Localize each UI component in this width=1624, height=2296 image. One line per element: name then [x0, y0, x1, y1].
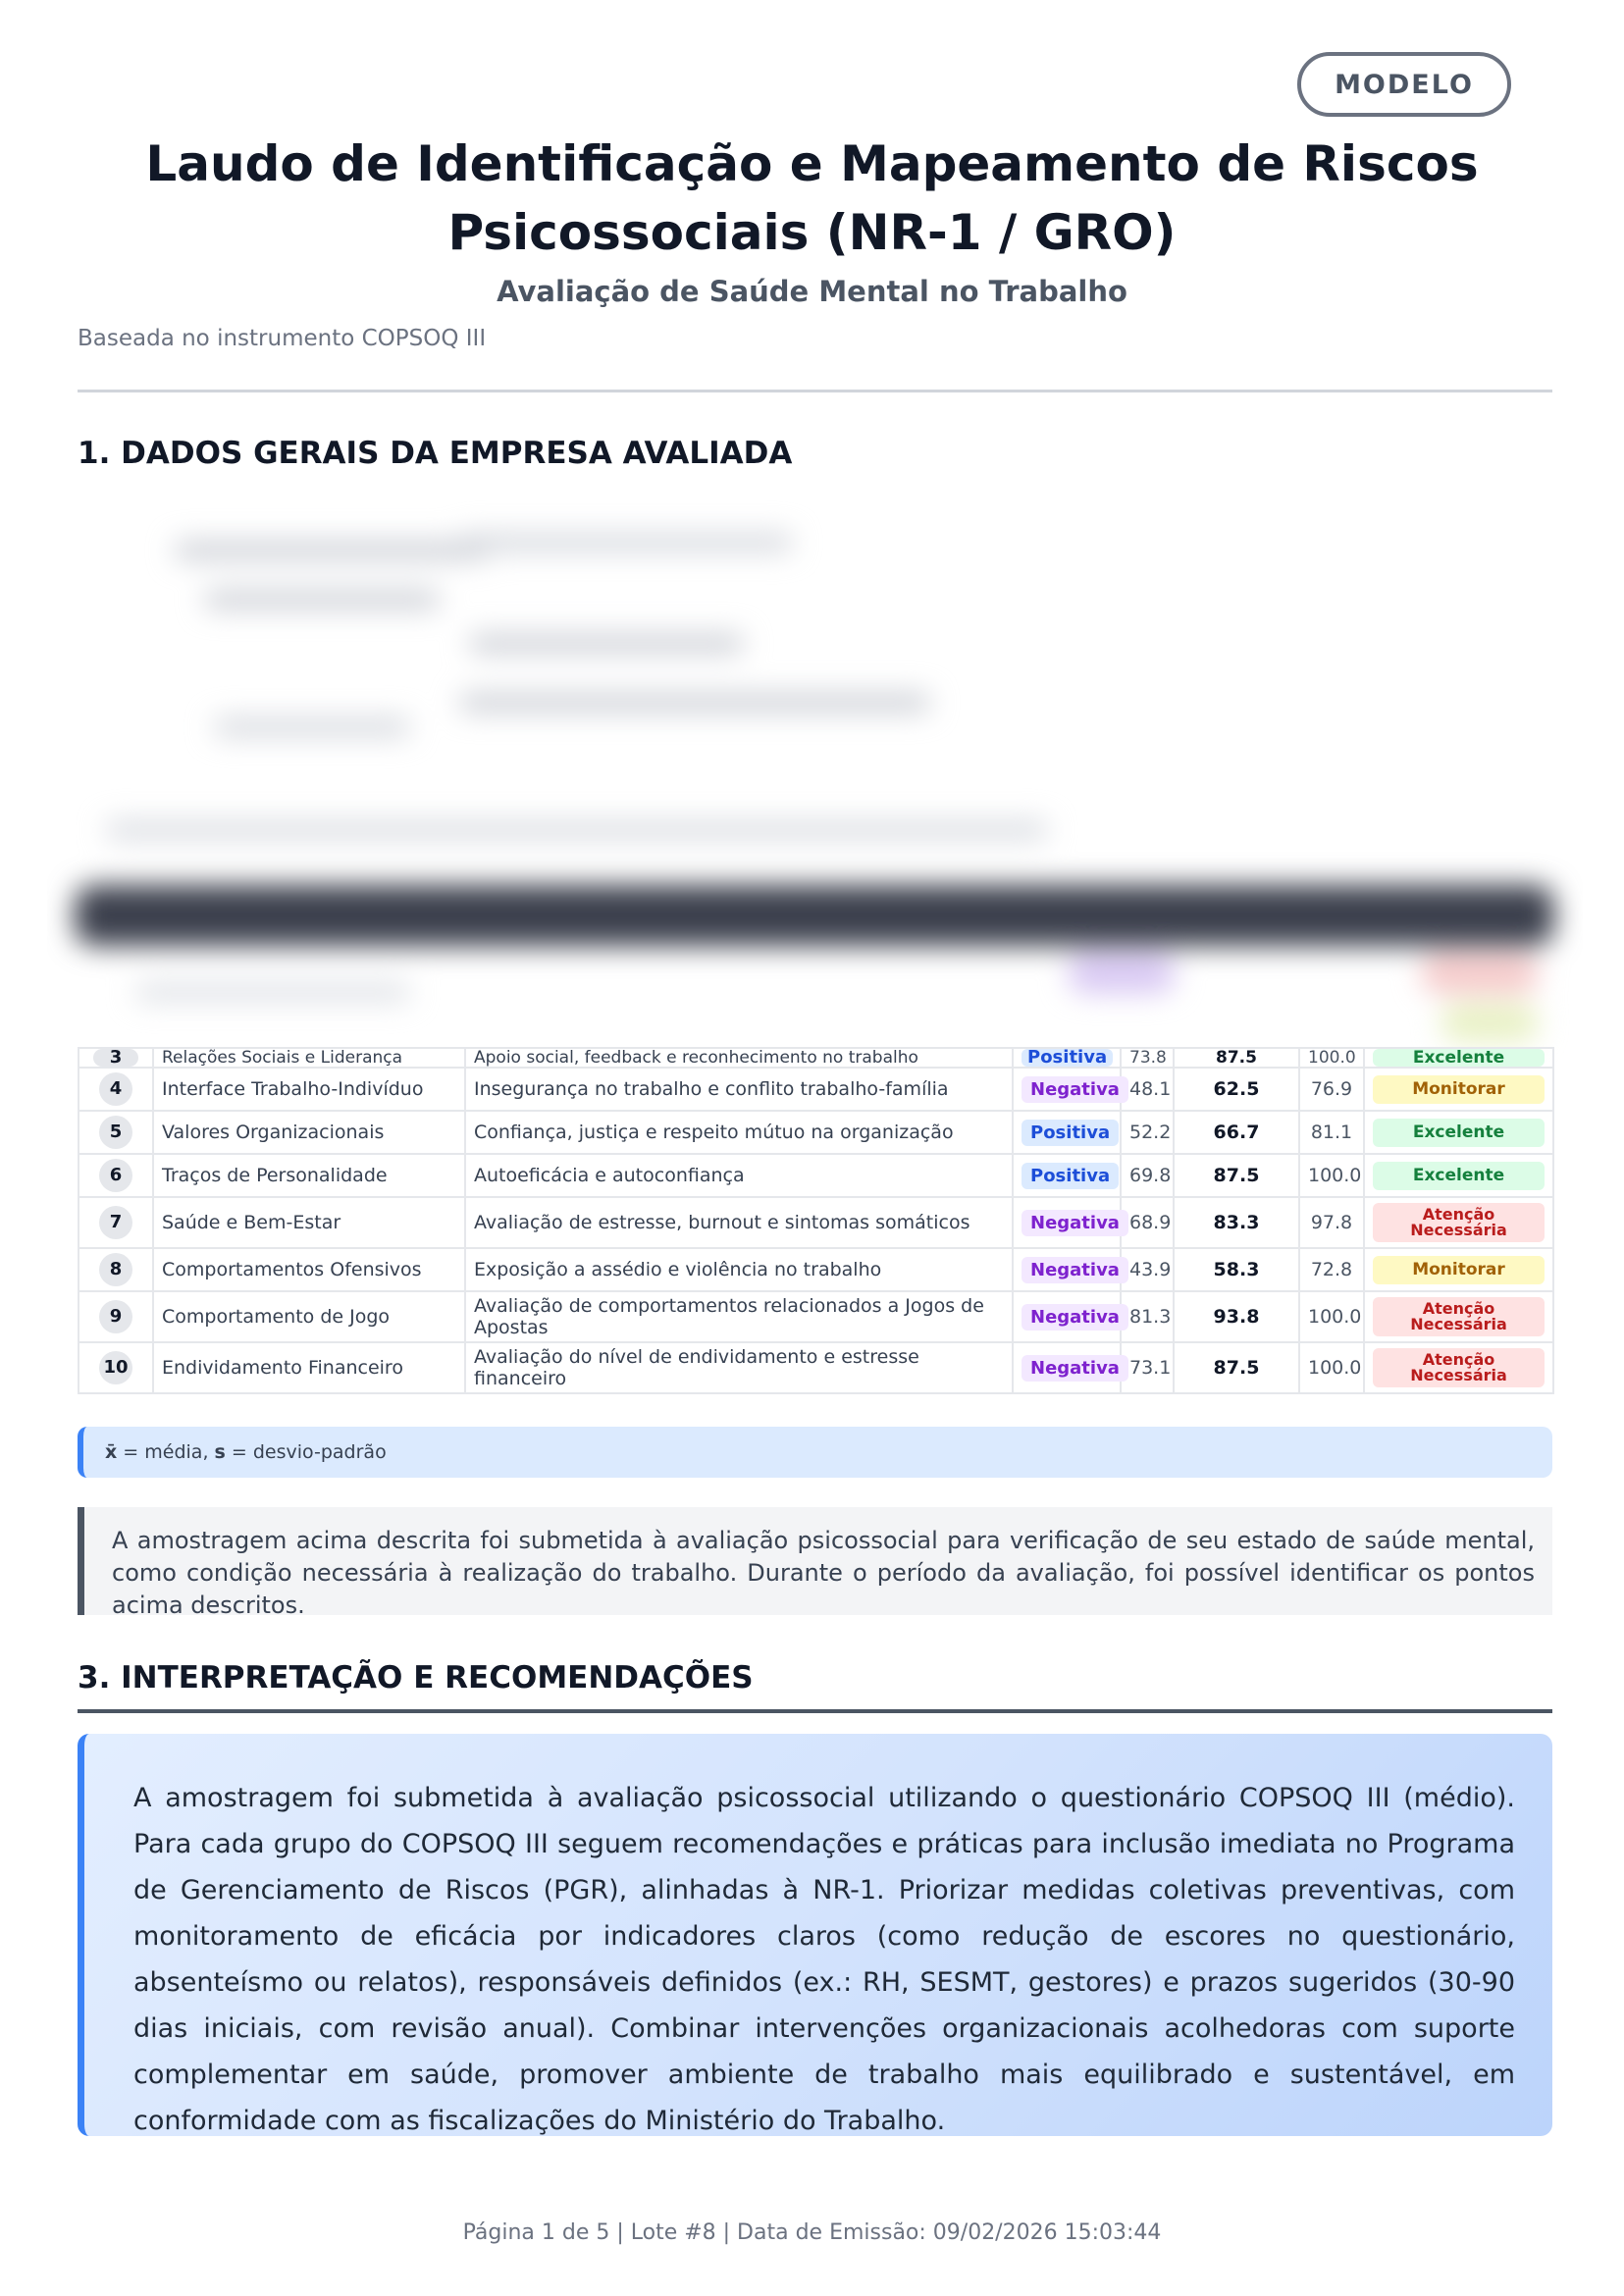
direction-cell [1013, 1291, 1121, 1342]
group-description: Insegurança no trabalho e conflito trabalho-família [465, 1068, 1013, 1111]
status-badge: Monitorar [1373, 1075, 1545, 1104]
status-badge: Atenção Necessária [1373, 1297, 1545, 1336]
direction-badge: Positiva [1022, 1120, 1119, 1146]
status-badge: Atenção Necessária [1373, 1203, 1545, 1242]
mean-value: 43.9 [1121, 1248, 1174, 1291]
group-name: Saúde e Bem-Estar [153, 1197, 465, 1248]
max-value: 100.0 [1299, 1291, 1364, 1342]
sample-note: A amostragem acima descrita foi submetida à avaliação psicossocial para verificação de seu estado de saúde mental, como condição necessária à realização do trabalho. Durante o período da avaliação, foi possível identificar os pontos acima descritos. [78, 1507, 1552, 1615]
row-number-cell [79, 1154, 153, 1197]
status-badge: Monitorar [1373, 1256, 1545, 1284]
redacted-company-data [47, 483, 1583, 1062]
max-value: 72.8 [1299, 1248, 1364, 1291]
group-name: Relações Sociais e Liderança [153, 1048, 465, 1068]
row-number-cell [79, 1291, 153, 1342]
group-name: Endividamento Financeiro [153, 1342, 465, 1393]
row-number-cell [79, 1248, 153, 1291]
row-number: 7 [99, 1206, 132, 1239]
table-row [79, 1248, 1553, 1291]
group-description: Exposição a assédio e violência no trabalho [465, 1248, 1013, 1291]
table-row [79, 1291, 1553, 1342]
section1-title: 1. DADOS GERAIS DA EMPRESA AVALIADA [78, 436, 793, 471]
table-row [79, 1111, 1553, 1154]
mean-symbol: x̄ [105, 1441, 118, 1463]
row-number: 5 [99, 1116, 132, 1149]
document-title: Laudo de Identificação e Mapeamento de Riscos Psicossociais (NR-1 / GRO) [145, 135, 1479, 261]
row-number: 9 [99, 1300, 132, 1333]
max-value: 100.0 [1299, 1154, 1364, 1197]
status-badge: Excelente [1373, 1119, 1545, 1147]
group-name: Valores Organizacionais [153, 1111, 465, 1154]
row-number-cell [79, 1048, 153, 1068]
row-number-cell [79, 1111, 153, 1154]
table-row [79, 1342, 1553, 1393]
status-cell [1364, 1111, 1553, 1154]
legend-note [78, 1427, 1552, 1478]
group-name: Comportamento de Jogo [153, 1291, 465, 1342]
sd-symbol: s [214, 1441, 226, 1463]
median-value: 87.5 [1174, 1154, 1299, 1197]
row-number-cell [79, 1342, 153, 1393]
instrument-basis: Baseada no instrumento COPSOQ III [78, 326, 487, 351]
table-row [79, 1197, 1553, 1248]
group-description: Avaliação de comportamentos relacionados a Jogos de Apostas [465, 1291, 1013, 1342]
status-cell [1364, 1197, 1553, 1248]
mean-text: = média, [117, 1441, 215, 1463]
status-cell [1364, 1068, 1553, 1111]
median-value: 87.5 [1174, 1048, 1299, 1068]
direction-cell [1013, 1248, 1121, 1291]
median-value: 83.3 [1174, 1197, 1299, 1248]
table-row [79, 1154, 1553, 1197]
status-cell [1364, 1048, 1553, 1068]
row-number: 10 [99, 1351, 132, 1384]
section3-title: 3. INTERPRETAÇÃO E RECOMENDAÇÕES [78, 1660, 754, 1696]
risk-table [78, 1047, 1554, 1394]
group-description: Avaliação do nível de endividamento e estresse financeiro [465, 1342, 1013, 1393]
group-name: Comportamentos Ofensivos [153, 1248, 465, 1291]
direction-badge: Negativa [1022, 1257, 1128, 1283]
median-value: 66.7 [1174, 1111, 1299, 1154]
median-value: 87.5 [1174, 1342, 1299, 1393]
mean-value: 73.1 [1121, 1342, 1174, 1393]
status-cell [1364, 1248, 1553, 1291]
group-description: Autoeficácia e autoconfiança [465, 1154, 1013, 1197]
row-number-cell [79, 1197, 153, 1248]
row-number: 4 [99, 1072, 132, 1106]
mean-value: 81.3 [1121, 1291, 1174, 1342]
row-number: 3 [93, 1049, 138, 1067]
status-badge: Excelente [1373, 1162, 1545, 1190]
median-value: 93.8 [1174, 1291, 1299, 1342]
mean-value: 48.1 [1121, 1068, 1174, 1111]
direction-cell [1013, 1342, 1121, 1393]
group-name: Interface Trabalho-Indivíduo [153, 1068, 465, 1111]
direction-cell [1013, 1197, 1121, 1248]
max-value: 100.0 [1299, 1048, 1364, 1068]
header-divider [78, 390, 1552, 392]
mean-value: 52.2 [1121, 1111, 1174, 1154]
status-cell [1364, 1342, 1553, 1393]
row-number-cell [79, 1068, 153, 1111]
group-description: Avaliação de estresse, burnout e sintomas somáticos [465, 1197, 1013, 1248]
recommendations-box: A amostragem foi submetida à avaliação psicossocial utilizando o questionário COPSOQ III (médio). Para cada grupo do COPSOQ III seguem recomendações e práticas para inclusão imediata no Programa de Gerenciamento de Riscos (PGR), alinhadas à NR-1. Priorizar medidas coletivas preventivas, com monitoramento de eficácia por indicadores claros (como redução de escores no questionário, absenteísmo ou relatos), responsáveis definidos (ex.: RH, SESMT, gestores) e prazos sugeridos (30-90 dias iniciais, com revisão anual). Combinar intervenções organizacionais acolhedoras com suporte complementar em saúde, promover ambiente de trabalho mais equilibrado e sustentável, em conformidade com as fiscalizações do Ministério do Trabalho. [78, 1734, 1552, 2136]
max-value: 97.8 [1299, 1197, 1364, 1248]
status-badge: Excelente [1373, 1049, 1545, 1067]
row-number: 6 [99, 1159, 132, 1192]
table-row [79, 1068, 1553, 1111]
direction-badge: Negativa [1022, 1210, 1128, 1236]
median-value: 62.5 [1174, 1068, 1299, 1111]
page-footer: Página 1 de 5 | Lote #8 | Data de Emissão: 09/02/2026 15:03:44 [462, 2220, 1162, 2245]
mean-value: 73.8 [1121, 1048, 1174, 1068]
mean-value: 69.8 [1121, 1154, 1174, 1197]
status-cell [1364, 1154, 1553, 1197]
direction-cell [1013, 1111, 1121, 1154]
mean-value: 68.9 [1121, 1197, 1174, 1248]
max-value: 76.9 [1299, 1068, 1364, 1111]
direction-cell [1013, 1154, 1121, 1197]
direction-badge: Negativa [1022, 1076, 1128, 1103]
document-subtitle: Avaliação de Saúde Mental no Trabalho [497, 275, 1127, 308]
status-badge: Atenção Necessária [1373, 1348, 1545, 1387]
group-description: Apoio social, feedback e reconhecimento no trabalho [465, 1048, 1013, 1068]
row-number: 8 [99, 1253, 132, 1286]
modelo-badge: MODELO [1297, 52, 1511, 117]
direction-cell [1013, 1048, 1121, 1068]
sd-text: = desvio-padrão [225, 1441, 387, 1463]
max-value: 100.0 [1299, 1342, 1364, 1393]
table-row [79, 1048, 1553, 1068]
direction-badge: Negativa [1022, 1355, 1128, 1382]
direction-cell [1013, 1068, 1121, 1111]
max-value: 81.1 [1299, 1111, 1364, 1154]
direction-badge: Positiva [1022, 1049, 1113, 1067]
status-cell [1364, 1291, 1553, 1342]
direction-badge: Positiva [1022, 1163, 1119, 1189]
section3-divider [78, 1709, 1552, 1713]
group-description: Confiança, justiça e respeito mútuo na organização [465, 1111, 1013, 1154]
group-name: Traços de Personalidade [153, 1154, 465, 1197]
direction-badge: Negativa [1022, 1304, 1128, 1331]
median-value: 58.3 [1174, 1248, 1299, 1291]
